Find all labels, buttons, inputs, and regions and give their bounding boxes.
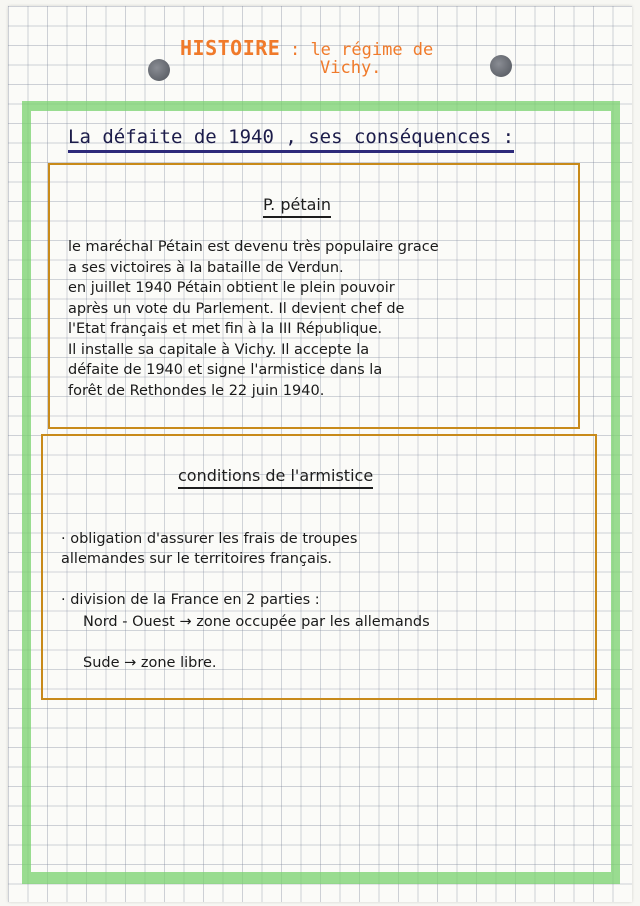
punch-hole-right [490, 55, 512, 77]
armistice-box-title: conditions de l'armistice [178, 466, 373, 489]
section-heading: La défaite de 1940 , ses conséquences : [68, 126, 514, 153]
list-item: · obligation d'assurer les frais de troupes allemandes sur le territoires français. [61, 530, 358, 567]
zone-free: Sude → zone libre. [83, 654, 217, 671]
petain-box-title: P. pétain [263, 195, 331, 218]
page-title [180, 36, 480, 78]
zones-list [83, 591, 593, 694]
zone-occupied: Nord - Ouest → zone occupée par les allemands [83, 613, 430, 630]
title-sub: : le régime de [289, 40, 434, 60]
title-main: HISTOIRE [180, 36, 281, 60]
armistice-box [41, 434, 597, 700]
list-item: · division de la France en 2 parties : [61, 592, 320, 608]
title-sub-line2: Vichy. [320, 58, 382, 78]
punch-hole-left [148, 59, 170, 81]
notebook-page [8, 6, 632, 902]
petain-box-body: le maréchal Pétain est devenu très populaire grace a ses victoires à la bataille de Verdun. en juillet 1940 Pétain obtient le plein pouvoir après un vote du Parlement. Il devient chef de l'Etat français et met fin à la III République. Il installe sa capitale à Vichy. Il accepte la défaite de 1940 et signe l'armistice dans la forêt de Rethondes le 22 juin 1940. [68, 239, 439, 399]
petain-box [48, 163, 580, 429]
